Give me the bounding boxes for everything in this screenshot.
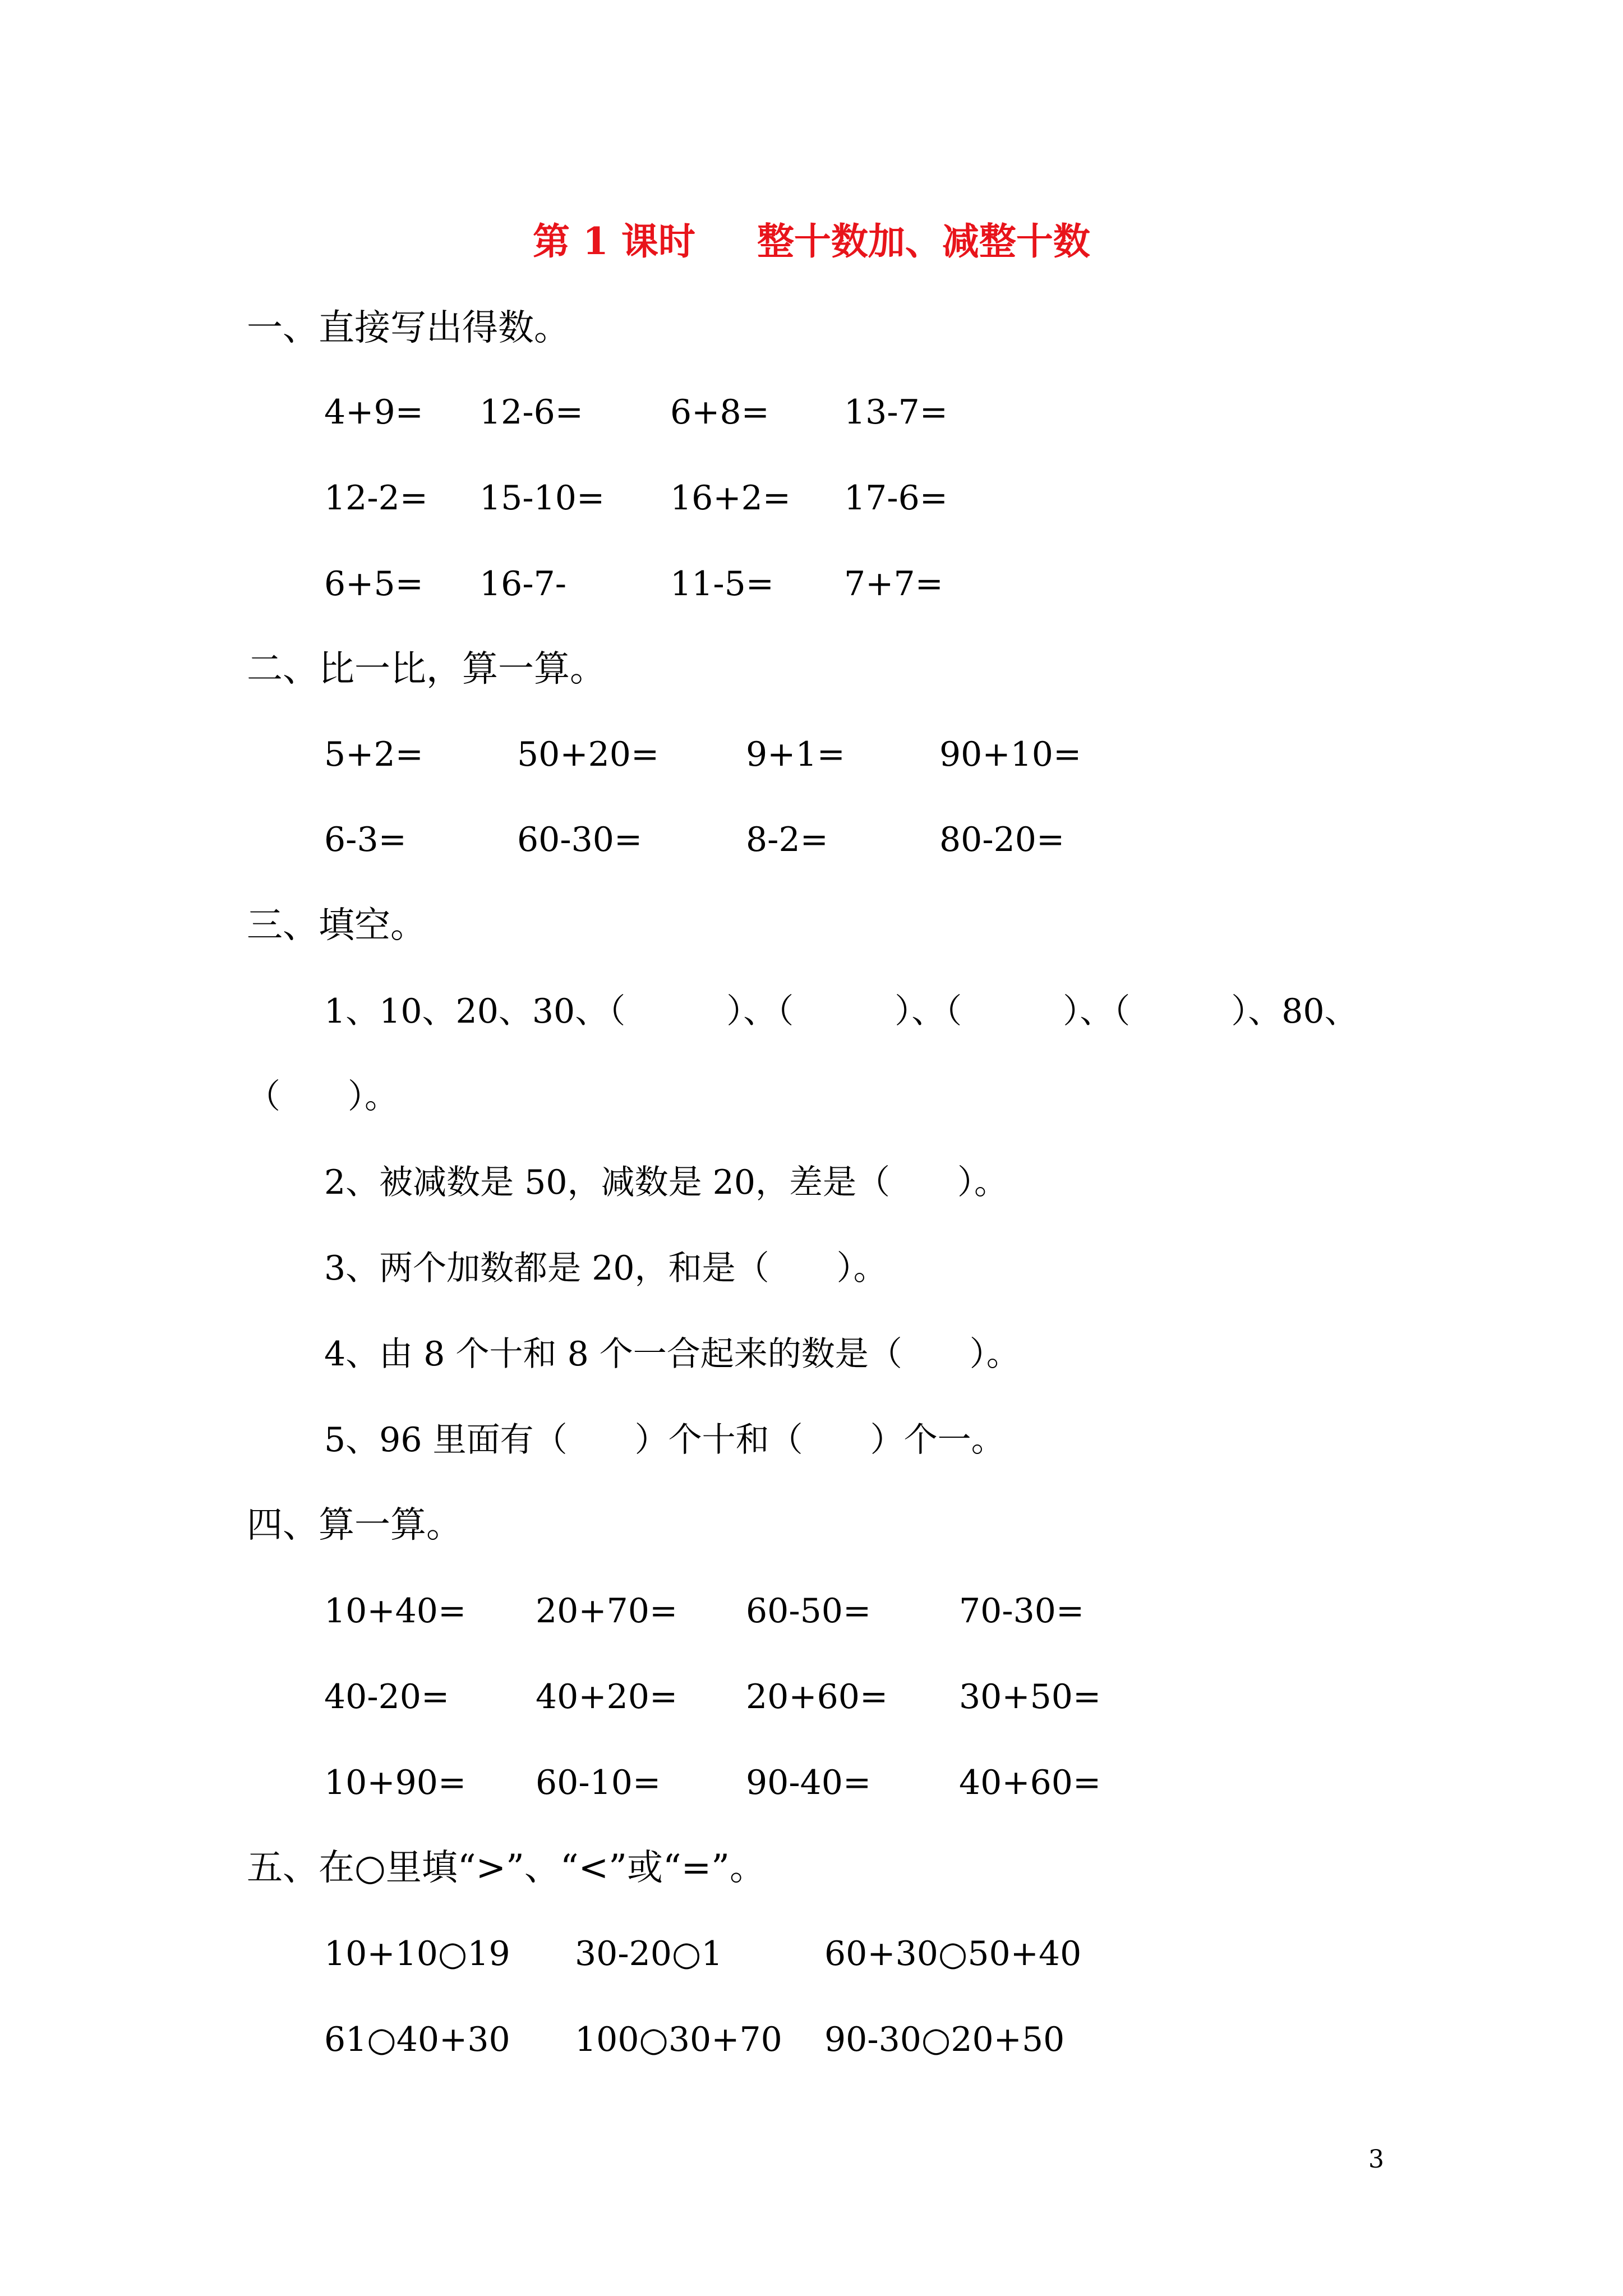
s1-problem: 7+7= bbox=[844, 564, 943, 604]
s2-problem: 80-20= bbox=[939, 820, 1065, 859]
fill-blank-q4: 4、由 8 个十和 8 个一合起来的数是（ ）。 bbox=[324, 1335, 1020, 1374]
s5-comparison: 60+30○50+40 bbox=[824, 1934, 1082, 1973]
lesson-label: 第 1 课时 bbox=[533, 219, 695, 263]
section-5-heading: 五、在○里填“>”、“<”或“=”。 bbox=[247, 1847, 766, 1889]
fill-blank-q1: 1、10、20、30、（ ）、（ ）、（ ）、（ ）、80、 bbox=[324, 992, 1358, 1031]
s5-comparison: 100○30+70 bbox=[575, 2020, 782, 2059]
s4-problem: 60-10= bbox=[536, 1763, 661, 1802]
s4-problem: 40+60= bbox=[959, 1763, 1101, 1802]
lesson-topic: 整十数加、减整十数 bbox=[757, 219, 1090, 263]
s1-problem: 13-7= bbox=[844, 393, 948, 432]
s4-problem: 30+50= bbox=[959, 1677, 1101, 1717]
section-2-heading: 二、比一比，算一算。 bbox=[247, 648, 606, 690]
s1-problem: 6+5= bbox=[324, 564, 423, 604]
s5-comparison: 90-30○20+50 bbox=[824, 2020, 1065, 2059]
page-number: 3 bbox=[1368, 2145, 1384, 2174]
s4-problem: 40+20= bbox=[536, 1677, 678, 1717]
s2-problem: 5+2= bbox=[324, 735, 423, 774]
s4-problem: 10+90= bbox=[324, 1763, 467, 1802]
section-3-heading: 三、填空。 bbox=[247, 905, 426, 946]
s1-problem: 6+8= bbox=[670, 393, 769, 432]
s5-comparison: 10+10○19 bbox=[324, 1934, 510, 1973]
fill-blank-q1-continued: （ ）。 bbox=[247, 1077, 398, 1116]
page-title bbox=[0, 216, 1623, 266]
s2-problem: 8-2= bbox=[746, 820, 828, 859]
fill-blank-q3: 3、两个加数都是 20，和是（ ）。 bbox=[324, 1249, 887, 1288]
s1-problem: 12-6= bbox=[479, 393, 584, 432]
s4-problem: 70-30= bbox=[959, 1591, 1085, 1631]
s4-problem: 20+60= bbox=[746, 1677, 888, 1717]
s4-problem: 40-20= bbox=[324, 1677, 450, 1717]
s4-problem: 90-40= bbox=[746, 1763, 872, 1802]
s1-problem: 12-2= bbox=[324, 478, 428, 518]
s4-problem: 20+70= bbox=[536, 1591, 678, 1631]
section-1-heading: 一、直接写出得数。 bbox=[247, 307, 570, 349]
s5-comparison: 30-20○1 bbox=[575, 1934, 723, 1973]
s2-problem: 50+20= bbox=[517, 735, 660, 774]
s1-problem: 16+2= bbox=[670, 478, 791, 518]
s1-problem: 4+9= bbox=[324, 393, 423, 432]
s4-problem: 10+40= bbox=[324, 1591, 467, 1631]
s1-problem: 11-5= bbox=[670, 564, 774, 604]
s1-problem: 17-6= bbox=[844, 478, 948, 518]
section-4-heading: 四、算一算。 bbox=[247, 1504, 462, 1546]
s2-problem: 9+1= bbox=[746, 735, 845, 774]
s1-problem: 16-7- bbox=[479, 564, 567, 604]
s5-comparison: 61○40+30 bbox=[324, 2020, 510, 2059]
s4-problem: 60-50= bbox=[746, 1591, 872, 1631]
s2-problem: 60-30= bbox=[517, 820, 643, 859]
s2-problem: 6-3= bbox=[324, 820, 407, 859]
fill-blank-q2: 2、被减数是 50，减数是 20，差是（ ）。 bbox=[324, 1163, 1008, 1202]
s1-problem: 15-10= bbox=[479, 478, 605, 518]
s2-problem: 90+10= bbox=[939, 735, 1082, 774]
fill-blank-q5: 5、96 里面有（ ）个十和（ ）个一。 bbox=[324, 1420, 1005, 1460]
